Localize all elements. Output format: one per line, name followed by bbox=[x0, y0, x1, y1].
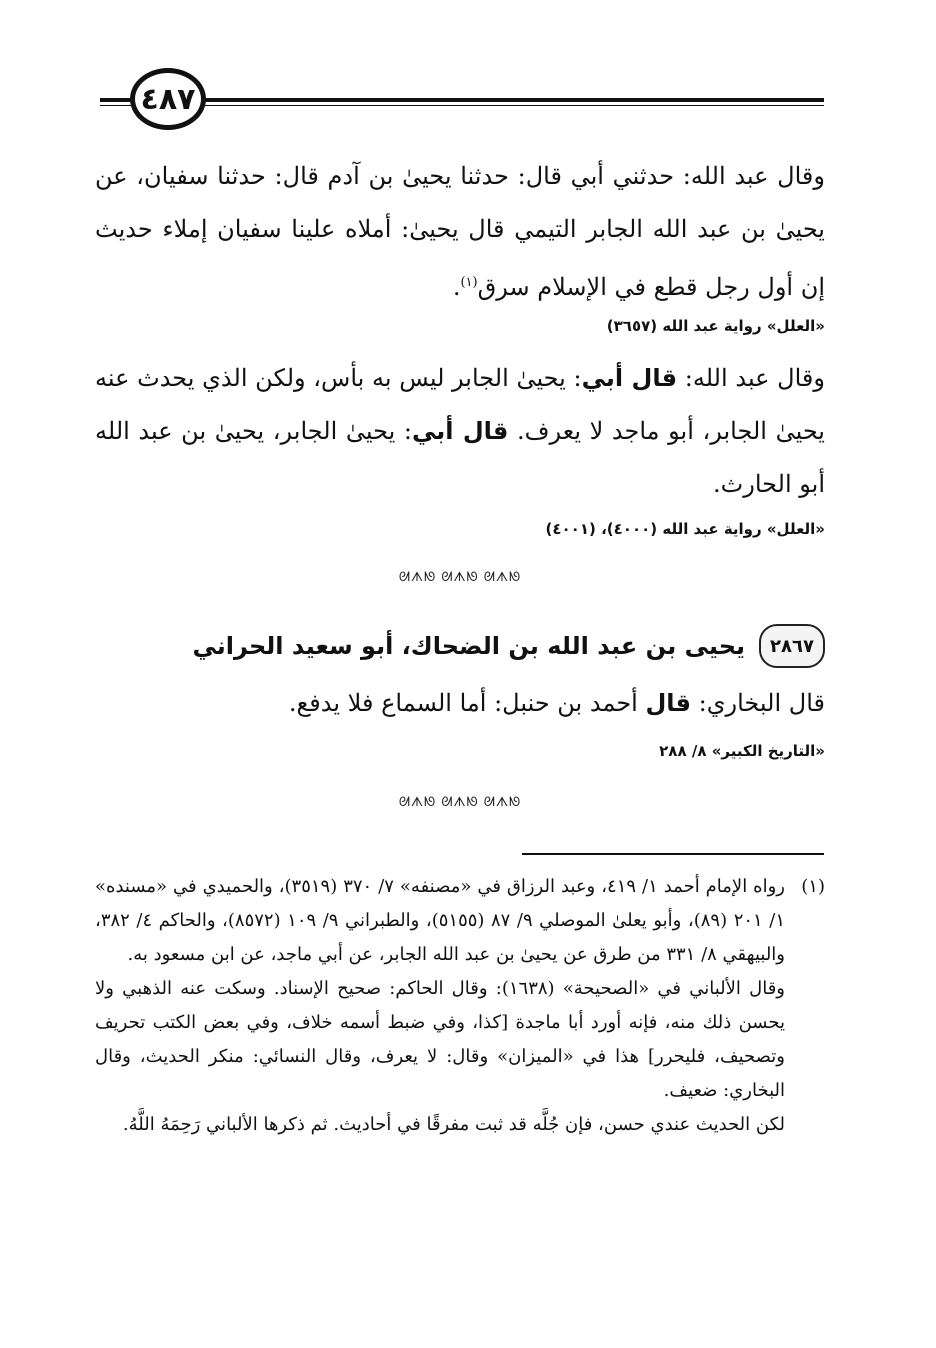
footnote-body bbox=[95, 870, 785, 1142]
footnote-block bbox=[95, 870, 825, 1142]
paragraph-1-end: . bbox=[452, 273, 461, 301]
reference-1: «العلل» رواية عبد الله (٣٦٥٧) bbox=[606, 317, 825, 335]
entry-heading bbox=[95, 623, 825, 669]
entry-number-badge: ٢٨٦٧ bbox=[759, 624, 825, 668]
paragraph-1 bbox=[95, 150, 825, 314]
footnote-ref-marker: (١) bbox=[460, 275, 478, 290]
footnote-paragraph-2: وقال الألباني في «الصحيحة» (١٦٣٨): وقال الحاكم: صحيح الإسناد. وسكت عنه الذهبي ولا يحسن ذلك منه، فإنه أورد أبا ماجدة [كذا، وفي ضبط أسمه خلاف، وفي بعض الكتب تحريف وتصحيف، فليحرر] هذا في «الميزان» وقال: لا يعرف، وقال النسائي: منكر الحديث، وقال البخاري: ضعيف. bbox=[95, 978, 785, 1101]
header-rule-thick bbox=[100, 98, 824, 102]
paragraph-2-part-c: : يحيىٰ الجابر ليس به بأس، ولكن الذي يحدث عنه يحيىٰ الجابر، أبو ماجد لا يعرف. bbox=[95, 364, 825, 445]
entry-reference: «التاريخ الكبير» ٨/ ٢٨٨ bbox=[659, 742, 825, 760]
paragraph-2-part-e: : يحيىٰ الجابر، يحيىٰ بن عبد الله أبو الحارث. bbox=[95, 417, 825, 498]
paragraph-1-text: وقال عبد الله: حدثني أبي قال: حدثنا يحيىٰ بن آدم قال: حدثنا سفيان، عن يحيىٰ بن عبد الله الجابر التيمي قال يحيىٰ: أملاه علينا سفيان إملاء حديث إن أول رجل قطع في الإسلام سرق bbox=[95, 162, 825, 301]
footnote-paragraph-1: رواه الإمام أحمد ١/ ٤١٩، وعبد الرزاق في «مصنفه» ٧/ ٣٧٠ (٣٥١٩)، والحميدي في «مسنده» ١/ ٢٠١ (٨٩)، وأبو يعلىٰ الموصلي ٩/ ٨٧ (٥١٥٥)، والطبراني ٩/ ١٠٩ (٨٥٧٢)، والحاكم ٤/ ٣٨٢، والبيهقي ٨/ ٣٣١ من طرق عن يحيىٰ بن عبد الله الجابر، عن أبي ماجد، عن ابن مسعود به. bbox=[95, 876, 785, 965]
entry-paragraph bbox=[95, 683, 825, 723]
paragraph-2 bbox=[95, 352, 825, 511]
page-header bbox=[100, 68, 824, 138]
footnote-paragraph-3: لكن الحديث عندي حسن، فإن جُلَّه قد ثبت مفرقًا في أحاديث. ثم ذكرها الألباني رَحِمَهُ اللَّهُ. bbox=[122, 1114, 785, 1135]
footnote-marker: (١) bbox=[801, 876, 825, 897]
entry-text-c: أحمد بن حنبل: أما السماع فلا يدفع. bbox=[288, 689, 646, 717]
entry-text-a: قال البخاري: bbox=[691, 689, 825, 717]
entry-text-bold: قال bbox=[645, 689, 692, 717]
entry-title: يحيى بن عبد الله بن الضحاك، أبو سعيد الحراني bbox=[192, 632, 745, 660]
header-rule-thin bbox=[100, 105, 824, 106]
reference-2: «العلل» رواية عبد الله (٤٠٠٠)، (٤٠٠١) bbox=[545, 520, 825, 538]
section-divider-1: ᘛᗑᘚ ᘛᗑᘚ ᘛᗑᘚ bbox=[398, 570, 522, 585]
page-number: ٤٨٧ bbox=[130, 68, 206, 130]
footnote-separator bbox=[522, 853, 824, 855]
section-divider-2: ᘛᗑᘚ ᘛᗑᘚ ᘛᗑᘚ bbox=[398, 795, 522, 810]
paragraph-2-bold-b: قال أبي bbox=[411, 417, 509, 445]
paragraph-2-part-a: وقال عبد الله: bbox=[677, 364, 825, 392]
paragraph-2-bold-a: قال أبي bbox=[581, 364, 678, 392]
